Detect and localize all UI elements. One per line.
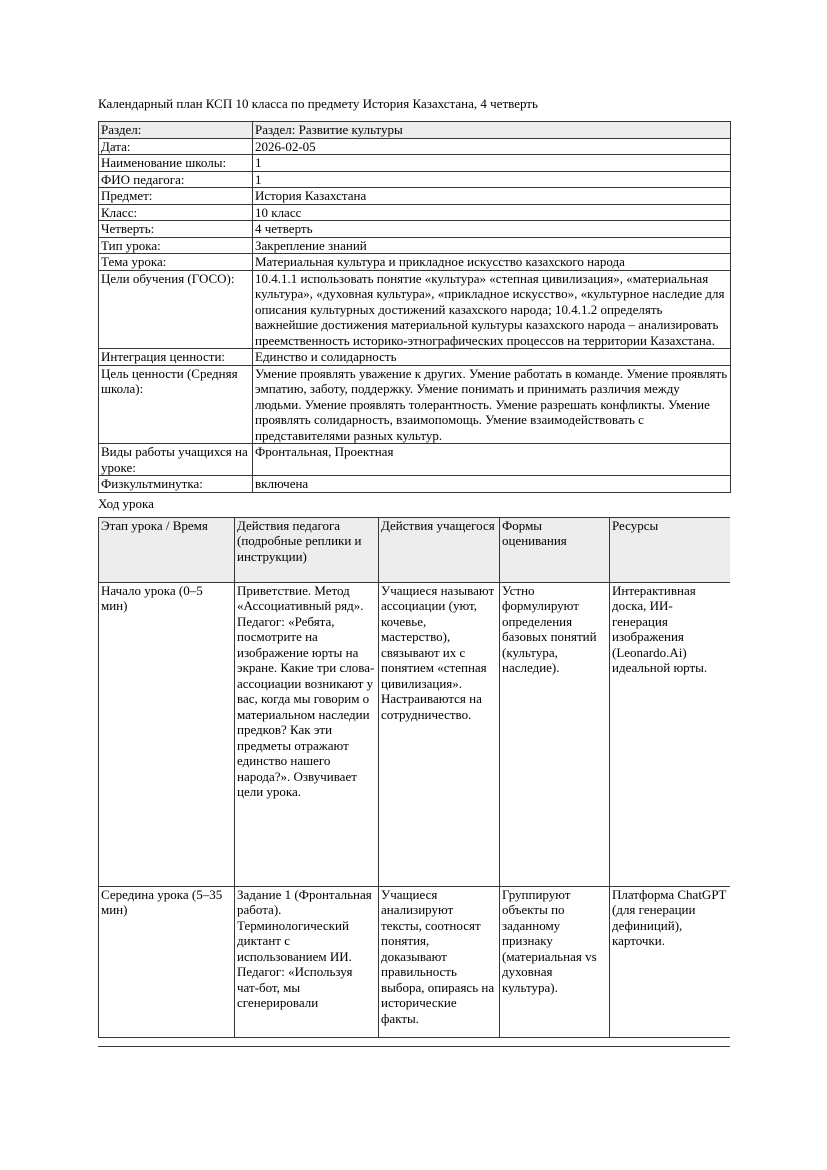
- resources-cell: Интерактивная доска, ИИ-генерация изображения (Leonardo.Ai) идеальной юрты.: [610, 582, 731, 886]
- row-value: 10 класс: [253, 204, 731, 221]
- teacher-actions-cell: Приветствие. Метод «Ассоциативный ряд». Педагог: «Ребята, посмотрите на изображение юрты на экране. Какие три слова-ассоциации возникают у вас, когда мы говорим о материальном наследии предков? Как эти предметы отражают единство нашего народа?». Озвучивает цели урока.: [235, 582, 379, 886]
- table-row: [99, 476, 731, 493]
- row-label: Предмет:: [99, 188, 253, 205]
- header-row: [99, 517, 731, 582]
- student-actions-cell: Учащиеся называют ассоциации (уют, кочевье, мастерство), связывают их с понятием «степная цивилизация». Настраиваются на сотрудничество.: [379, 582, 500, 886]
- column-header-resources: Ресурсы: [610, 517, 731, 582]
- table-row: [99, 221, 731, 238]
- table-row: [99, 188, 731, 205]
- stage-cell: Середина урока (5–35 мин): [99, 886, 235, 1037]
- stage-cell: Начало урока (0–5 мин): [99, 582, 235, 886]
- table-row: [99, 204, 731, 221]
- table-row: [99, 365, 731, 444]
- column-header-teacher-actions: Действия педагога (подробные реплики и инструкции): [235, 517, 379, 582]
- row-value: Единство и солидарность: [253, 349, 731, 366]
- row-value: 1: [253, 155, 731, 172]
- row-value: 2026-02-05: [253, 138, 731, 155]
- table-row: [99, 582, 731, 886]
- row-label: Тип урока:: [99, 237, 253, 254]
- row-label: ФИО педагога:: [99, 171, 253, 188]
- student-actions-cell: Учащиеся анализируют тексты, соотносят понятия, доказывают правильность выбора, опираясь на исторические факты.: [379, 886, 500, 1037]
- table-row: [99, 138, 731, 155]
- table-row: [99, 155, 731, 172]
- row-value: 4 четверть: [253, 221, 731, 238]
- row-label: Дата:: [99, 138, 253, 155]
- assessment-cell: Устно формулируют определения базовых понятий (культура, наследие).: [500, 582, 610, 886]
- teacher-actions-cell: Задание 1 (Фронтальная работа). Терминологический диктант с использованием ИИ. Педагог: «Используя чат-бот, мы сгенерировали: [235, 886, 379, 1037]
- table-row: [99, 254, 731, 271]
- row-label: Виды работы учащихся на уроке:: [99, 444, 253, 476]
- column-header-stage: Этап урока / Время: [99, 517, 235, 582]
- row-value: 10.4.1.1 использовать понятие «культура» «степная цивилизация», «материальная культура», «духовная культура», «прикладное искусство», «культурное наследие для описания культурных достижений казахского народа; 10.4.1.2 определять важнейшие достижения материальной культуры казахского народа – анализировать преемственность историко-этнографических процессов на территории Казахстана.: [253, 270, 731, 349]
- row-value: включена: [253, 476, 731, 493]
- column-header-student-actions: Действия учащегося: [379, 517, 500, 582]
- lesson-table-clip: [98, 517, 730, 1047]
- lesson-info-table: [98, 121, 731, 493]
- row-label: Цели обучения (ГОСО):: [99, 270, 253, 349]
- lesson-flow-heading: Ход урока: [98, 495, 154, 511]
- table-row: [99, 122, 731, 139]
- table-row: [99, 444, 731, 476]
- table-row: [99, 171, 731, 188]
- table-row: [99, 270, 731, 349]
- row-label: Раздел:: [99, 122, 253, 139]
- row-value: История Казахстана: [253, 188, 731, 205]
- row-label: Четверть:: [99, 221, 253, 238]
- column-header-assessment: Формы оценивания: [500, 517, 610, 582]
- document-title: Календарный план КСП 10 класса по предмету История Казахстана, 4 четверть: [98, 96, 538, 111]
- row-value: Закрепление знаний: [253, 237, 731, 254]
- table-row: [99, 237, 731, 254]
- row-value: Материальная культура и прикладное искусство казахского народа: [253, 254, 731, 271]
- row-value: 1: [253, 171, 731, 188]
- row-label: Интеграция ценности:: [99, 349, 253, 366]
- lesson-flow-table: [98, 517, 730, 1038]
- row-label: Класс:: [99, 204, 253, 221]
- row-value: Умение проявлять уважение к других. Умение работать в команде. Умение проявлять эмпатию, заботу, поддержку. Умение понимать и принимать различия между людьми. Умение проявлять толерантность. Умение разрешать конфликты. Умение проявлять солидарность, взаимопомощь. Умение взаимодействовать с представителями разных культур.: [253, 365, 731, 444]
- row-value: Раздел: Развитие культуры: [253, 122, 731, 139]
- table-row: [99, 349, 731, 366]
- assessment-cell: Группируют объекты по заданному признаку (материальная vs духовная культура).: [500, 886, 610, 1037]
- row-label: Физкультминутка:: [99, 476, 253, 493]
- row-label: Цель ценности (Средняя школа):: [99, 365, 253, 444]
- row-label: Наименование школы:: [99, 155, 253, 172]
- table-row: [99, 886, 731, 1037]
- resources-cell: Платформа ChatGPT (для генерации дефиниций), карточки.: [610, 886, 731, 1037]
- row-label: Тема урока:: [99, 254, 253, 271]
- row-value: Фронтальная, Проектная: [253, 444, 731, 476]
